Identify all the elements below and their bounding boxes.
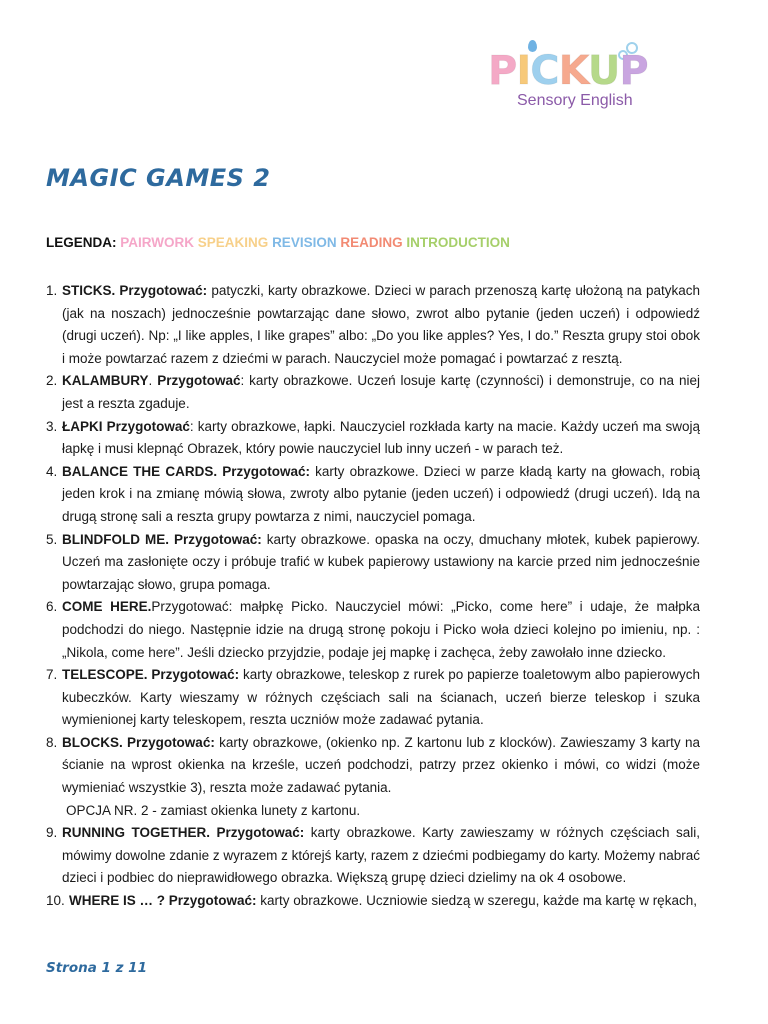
logo-letter: U — [587, 48, 620, 94]
games-list — [46, 280, 700, 913]
logo-subtitle: Sensory English — [517, 92, 633, 109]
item-body — [61, 732, 700, 800]
legend-item-pairwork: PAIRWORK — [120, 235, 195, 250]
list-item — [46, 664, 700, 732]
legend-item-speaking: SPEAKING — [197, 235, 269, 250]
logo-wordmark — [488, 46, 648, 96]
item-number: 1. — [46, 283, 58, 298]
item-body — [61, 370, 700, 415]
item-heading: STICKS. Przygotować: — [62, 283, 208, 298]
list-item — [46, 800, 700, 823]
item-number: 8. — [46, 734, 58, 750]
logo-letter: I — [516, 48, 531, 94]
page-footer: Strona 1 z 11 — [46, 960, 147, 976]
list-item — [46, 822, 700, 890]
item-text: karty obrazkowe, teleskop z rurek po papierze toaletowym albo papierowych kubeczków. Karty wieszamy w różnych częściach sali na ścianach, uczeń bierze teleskop i szuka wymienionej karty teleskopem, reszta uczniów może zadawać pytania. — [62, 667, 701, 728]
legend-label: LEGENDA: — [46, 235, 117, 250]
item-number: 4. — [46, 463, 58, 479]
item-heading: KALAMBURY — [62, 373, 149, 389]
item-text: patyczki, karty obrazkowe. Dzieci w parach przenoszą kartę ułożoną na patykach (jak na noszach) jednocześnie powtarzając dane słowo, zwrot albo pytanie (jeden uczeń) i odpowiedź (drugi uczeń). Np: „I like apples, I like grapes” albo: „Do you like apples? Yes, I do.” Reszta grupy stoi obok i może powtarzać razem z dziećmi w parach. Nauczyciel może pomagać i powtarzać z resztą. — [62, 283, 700, 366]
item-number: 10. — [46, 893, 65, 909]
item-text: karty obrazkowe, (okienko np. Z kartonu lub z klocków). Zawieszamy 3 karty na ścianie na wprost okienka na krześle, uczeń podchodzi, patrzy przez okienko i mówi, co widzi (może wymieniać wszystkie 3), reszta może zadawać pytania. — [62, 734, 700, 796]
item-heading: TELESCOPE. Przygotować: — [62, 667, 240, 683]
legend-item-reading: READING — [340, 235, 403, 250]
legend-item-introduction: INTRODUCTION — [406, 235, 510, 250]
item-heading: BLOCKS. Przygotować: — [62, 734, 215, 750]
logo-letter: P — [619, 48, 648, 94]
list-item — [46, 890, 700, 913]
item-number: 9. — [46, 825, 58, 841]
list-item — [46, 370, 700, 415]
pickup-logo — [488, 38, 658, 118]
item-heading: BLINDFOLD ME. Przygotować: — [62, 531, 262, 547]
item-number: 3. — [46, 418, 58, 434]
logo-letter: C — [530, 48, 559, 94]
legend-item-revision: REVISION — [272, 235, 337, 250]
item-text: karty obrazkowe. Karty zawieszamy w różnych częściach sali, mówimy dowolne zdanie z wyrazem z którejś karty, razem z dziećmi podbiegamy do karty. Możemy nabrać dzieci i podbiec do nieprawidłowego obrazka. Większą grupę dzieci dzielimy na ok 4 osobowe. — [62, 825, 700, 886]
list-item — [46, 280, 700, 370]
item-heading: WHERE IS … ? Przygotować: — [69, 893, 257, 909]
legend — [46, 235, 510, 250]
logo-letter: K — [558, 48, 588, 94]
list-item — [46, 732, 700, 800]
item-body — [61, 461, 700, 529]
item-heading: Przygotować — [157, 373, 241, 389]
item-text: . — [148, 373, 158, 389]
item-number: 5. — [46, 531, 58, 547]
item-body — [61, 280, 700, 370]
list-item — [46, 461, 700, 529]
item-text: Przygotować: małpkę Picko. Nauczyciel mówi: „Picko, come here” i udaje, że małpka podchodzi do niego. Następnie idzie na drugą stronę pokoju i Picko woła dzieci kolejno po imieniu, np. : „Nikola, come here”. Jeśli dziecko przyjdzie, podaje jej mapkę i zachęca, żeby zawołało inne dziecko. — [62, 599, 700, 660]
item-heading: COME HERE. — [62, 599, 152, 615]
item-body — [61, 664, 700, 732]
list-item — [46, 416, 700, 461]
item-body — [61, 822, 700, 890]
item-heading: RUNNING TOGETHER. Przygotować: — [62, 825, 305, 841]
item-number: 6. — [46, 599, 58, 615]
item-body — [61, 416, 700, 461]
item-text: : karty obrazkowe. Uczeń losuje kartę (czynności) i demonstruje, co na niej jest a reszta zgaduje. — [62, 373, 700, 411]
logo-letter: P — [488, 48, 517, 94]
item-body — [68, 890, 700, 913]
item-body — [61, 529, 700, 597]
item-body — [61, 596, 700, 664]
item-text: karty obrazkowe. Dzieci w parze kładą karty na głowach, robią jeden krok i na zmianę mówią słowa, zwroty albo pytanie (jeden uczeń) i odpowiedź (drugi uczeń). Idą na drugą stronę sali a reszta grupy powtarza z nimi, nauczyciel pomaga. — [62, 463, 701, 524]
page-title: MAGIC GAMES 2 — [46, 164, 271, 192]
item-heading: ŁAPKI Przygotować — [62, 418, 190, 434]
item-number: 2. — [46, 373, 58, 389]
list-item — [46, 529, 700, 597]
item-text: : karty obrazkowe, łapki. Nauczyciel rozkłada karty na macie. Każdy uczeń ma swoją łapkę i musi klepnąć Obrazek, który powie nauczyciel lub inny uczeń - w parach też. — [62, 418, 700, 457]
item-number: 7. — [46, 667, 58, 683]
list-item — [46, 596, 700, 664]
item-heading: BALANCE THE CARDS. Przygotować: — [62, 463, 310, 479]
item-text: karty obrazkowe. Uczniowie siedzą w szeregu, każde ma kartę w rękach, — [256, 893, 697, 909]
item-text: karty obrazkowe. opaska na oczy, dmuchany młotek, kubek papierowy. Uczeń ma zasłonięte oczy i próbuje trafić w kubek papierowy ustawiony na karcie przed nim jednocześnie powtarzając słowo, grupa pomaga. — [62, 531, 700, 592]
option-note: OPCJA NR. 2 - zamiast okienka lunety z kartonu. — [66, 802, 361, 818]
